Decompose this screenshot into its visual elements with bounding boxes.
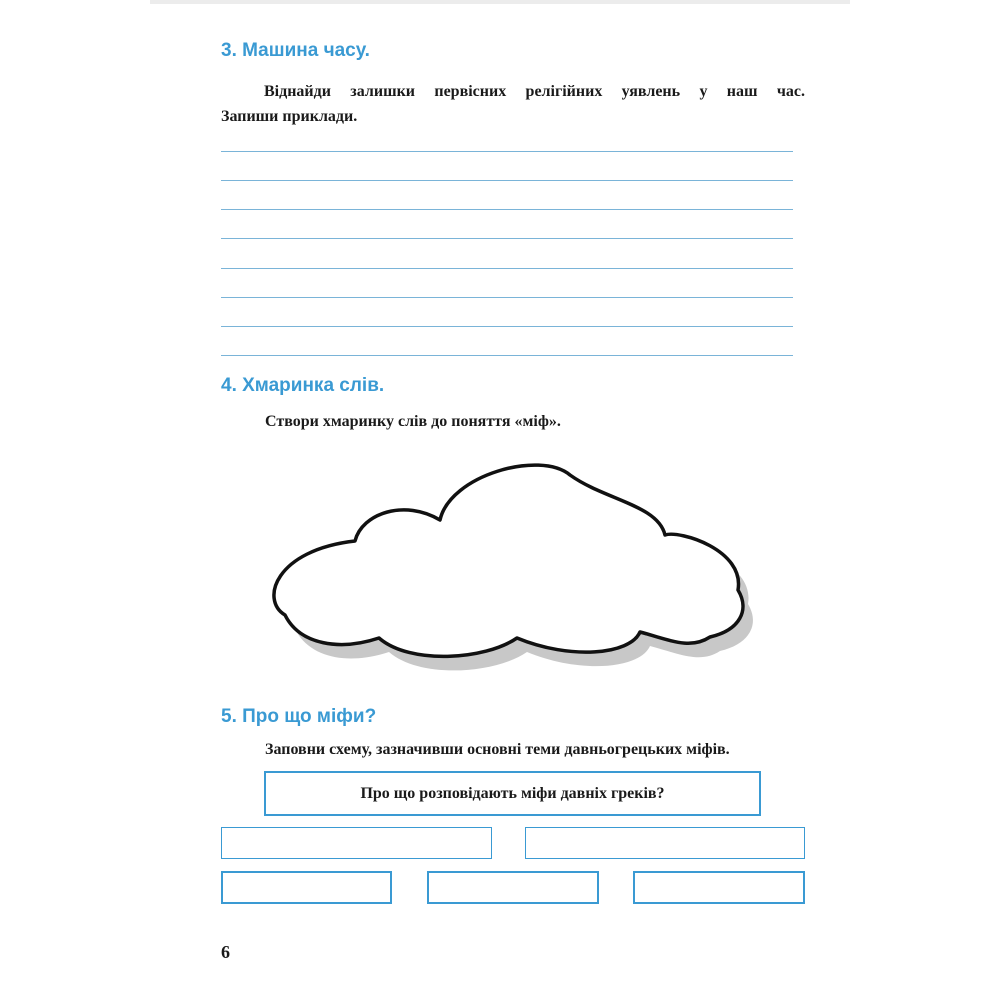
writing-line-4[interactable] [221,238,793,239]
scheme-central-box [264,771,761,816]
scheme-answer-box-3[interactable] [221,871,392,904]
writing-line-7[interactable] [221,326,793,327]
scheme-answer-box-2[interactable] [525,827,805,859]
cloud-outline [274,465,743,656]
writing-line-2[interactable] [221,180,793,181]
page-top-edge [150,0,850,4]
writing-line-6[interactable] [221,297,793,298]
writing-line-1[interactable] [221,151,793,152]
word-cloud-area[interactable] [270,455,760,685]
writing-line-3[interactable] [221,209,793,210]
task3-instruction-line1: Віднайди залишки первісних релігійних уявлень у наш час. [264,83,805,100]
task3-instruction [221,79,805,129]
scheme-answer-box-4[interactable] [427,871,599,904]
task4-heading: 4. Хмаринка слів. [221,375,385,396]
scheme-answer-box-1[interactable] [221,827,492,859]
task3-heading: 3. Машина часу. [221,40,370,61]
task5-instruction: Заповни схему, зазначивши основні теми давньогрецьких міфів. [265,741,730,758]
task3-instruction-line2: Запиши приклади. [221,108,358,125]
scheme-answer-box-5[interactable] [633,871,805,904]
cloud-icon [270,455,760,685]
writing-line-8[interactable] [221,355,793,356]
task4-instruction: Створи хмаринку слів до поняття «міф». [265,413,561,430]
page-number: 6 [221,942,230,962]
writing-line-5[interactable] [221,268,793,269]
scheme-central-question: Про що розповідають міфи давніх греків? [360,784,665,802]
task5-heading: 5. Про що міфи? [221,706,377,727]
